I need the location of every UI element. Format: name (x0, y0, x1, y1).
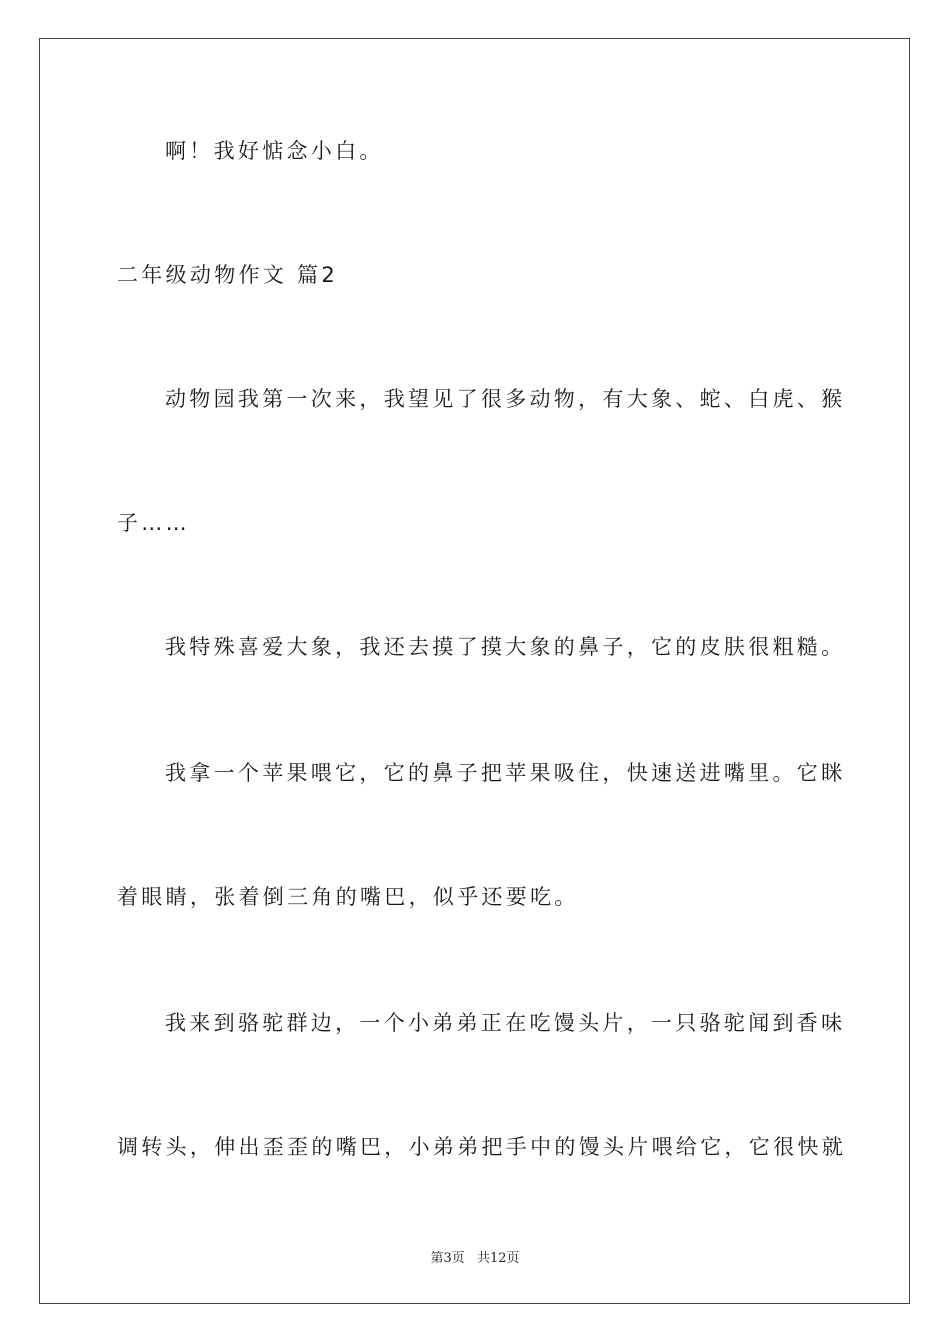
page-footer (0, 1247, 950, 1266)
paragraph-line: 我特殊喜爱大象，我还去摸了摸大象的鼻子，它的皮肤很粗糙。 (165, 635, 846, 659)
paragraph-line: 啊！我好惦念小白。 (165, 139, 384, 163)
page-border (39, 38, 910, 1304)
section-heading: 二年级动物作文 篇2 (117, 263, 339, 287)
paragraph-line: 动物园我第一次来，我望见了很多动物，有大象、蛇、白虎、猴 (165, 387, 846, 411)
page-number: 第3页 (430, 1251, 465, 1266)
paragraph-line: 调转头，伸出歪歪的嘴巴，小弟弟把手中的馒头片喂给它，它很快就 (117, 1135, 846, 1159)
paragraph-line: 我来到骆驼群边，一个小弟弟正在吃馒头片，一只骆驼闻到香味 (165, 1011, 846, 1035)
page-total: 共12页 (476, 1251, 520, 1266)
paragraph-line: 我拿一个苹果喂它，它的鼻子把苹果吸住，快速送进嘴里。它眯 (165, 761, 846, 785)
paragraph-line: 着眼睛，张着倒三角的嘴巴，似乎还要吃。 (117, 885, 579, 909)
paragraph-line: 子…… (117, 511, 190, 535)
